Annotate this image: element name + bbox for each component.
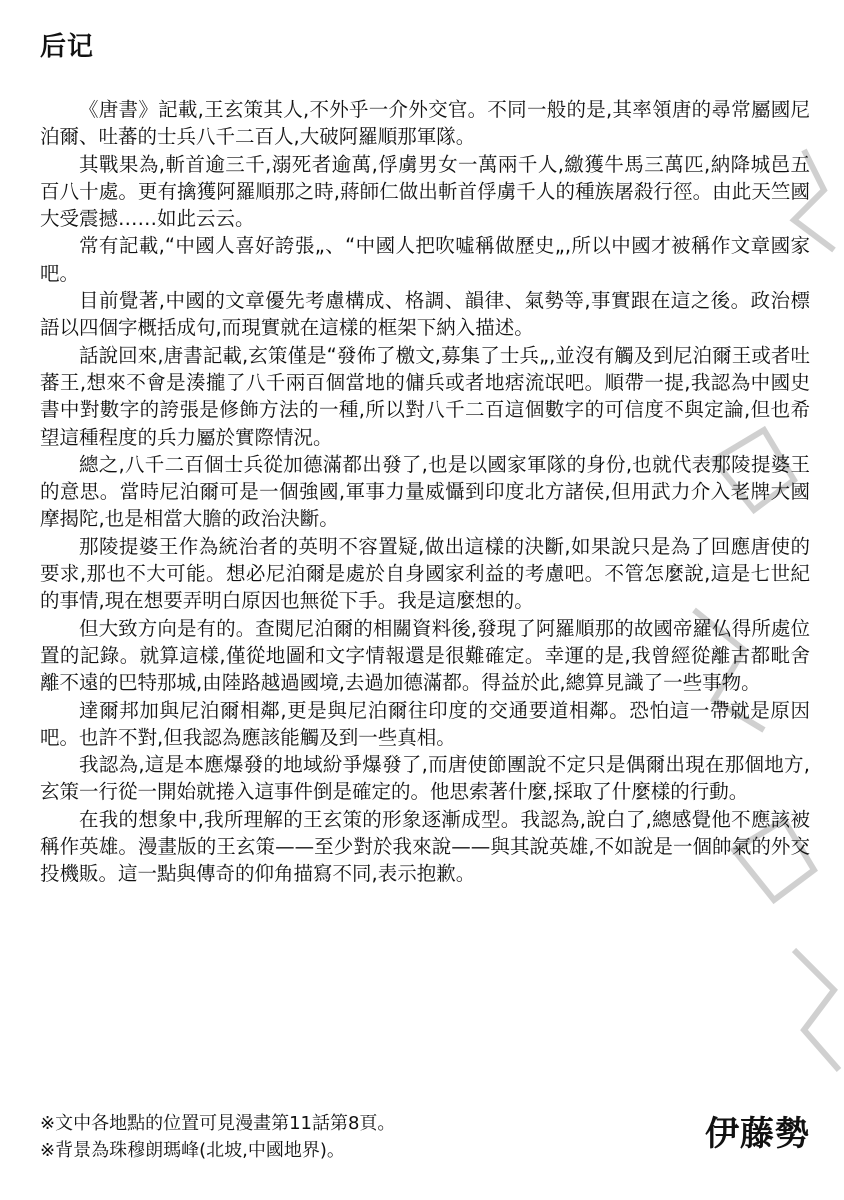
paragraph: 但大致方向是有的。查閱尼泊爾的相關資料後,發現了阿羅順那的故國帝羅仏得所處位置的記錄。就算這樣,僅從地圖和文字情報還是很難確定。幸運的是,我曾經從離古都毗舍離不遠的巴特那城,由陸路越過國境,去過加德滿都。得益於此,總算見識了一些事物。 — [40, 616, 810, 695]
paragraph: 我認為,這是本應爆發的地域紛爭爆發了,而唐使節團說不定只是偶爾出現在那個地方,玄策一行從一開始就捲入這事件倒是確定的。他思索著什麼,採取了什麼樣的行動。 — [40, 753, 810, 804]
paragraph: 其戰果為,斬首逾三千,溺死者逾萬,俘虜男女一萬兩千人,繳獲牛馬三萬匹,納降城邑五百八十處。更有擒獲阿羅順那之時,蔣師仁做出斬首俘虜千人的種族屠殺行徑。由此天竺國大受震撼……如此云云。 — [40, 152, 810, 231]
paragraph: 總之,八千二百個士兵從加德滿都出發了,也是以國家軍隊的身份,也就代表那陵提婆王的意思。當時尼泊爾可是一個強國,軍事力量威懾到印度北方諸侯,但用武力介入老牌大國摩揭陀,也是相當大膽的政治決斷。 — [40, 452, 810, 531]
footnote: ※背景為珠穆朗瑪峰(北坡,中國地界)。 — [40, 1140, 345, 1161]
author-signature: 伊藤勢 — [705, 1114, 810, 1154]
page-title: 后记 — [40, 32, 95, 62]
paragraph: 《唐書》記載,王玄策其人,不外乎一介外交官。不同一般的是,其率領唐的尋常屬國尼泊爾、吐蕃的士兵八千二百人,大破阿羅順那軍隊。 — [40, 98, 810, 149]
paragraph: 話說回來,唐書記載,玄策僅是“發佈了檄文,募集了士兵„,並沒有觸及到尼泊爾王或者吐蕃王,想來不會是湊攏了八千兩百個當地的傭兵或者地痞流氓吧。順帶一提,我認為中國史書中對數字的誇張是修飾方法的一種,所以對八千二百這個數字的可信度不與定論,但也希望這種程度的兵力屬於實際情況。 — [40, 343, 810, 449]
afterword-body — [40, 96, 810, 888]
paragraph: 在我的想象中,我所理解的王玄策的形象逐漸成型。我認為,說白了,總感覺他不應該被稱作英雄。漫畫版的王玄策——至少對於我來說——與其說英雄,不如說是一個帥氣的外交投機販。這一點與傳奇的仰角描寫不同,表示抱歉。 — [40, 807, 810, 886]
paragraph: 常有記載,“中國人喜好誇張„、“中國人把吹噓稱做歷史„,所以中國才被稱作文章國家吧。 — [40, 234, 810, 285]
paragraph: 目前覺著,中國的文章優先考慮構成、格調、韻律、氣勢等,事實跟在這之後。政治標語以四個字概括成句,而現實就在這樣的框架下納入描述。 — [40, 289, 810, 340]
paragraph: 那陵提婆王作為統治者的英明不容置疑,做出這樣的決斷,如果說只是為了回應唐使的要求,那也不大可能。想必尼泊爾是處於自身國家利益的考慮吧。不管怎麼說,這是七世紀的事情,現在想要弄明白原因也無從下手。我是這麼想的。 — [40, 534, 810, 613]
paragraph: 達爾邦加與尼泊爾相鄰,更是與尼泊爾往印度的交通要道相鄰。恐怕這一帶就是原因吧。也許不對,但我認為應該能觸及到一些真相。 — [40, 698, 810, 749]
footnotes — [40, 1110, 600, 1164]
footnote: ※文中各地點的位置可見漫畫第11話第8頁。 — [40, 1113, 396, 1134]
